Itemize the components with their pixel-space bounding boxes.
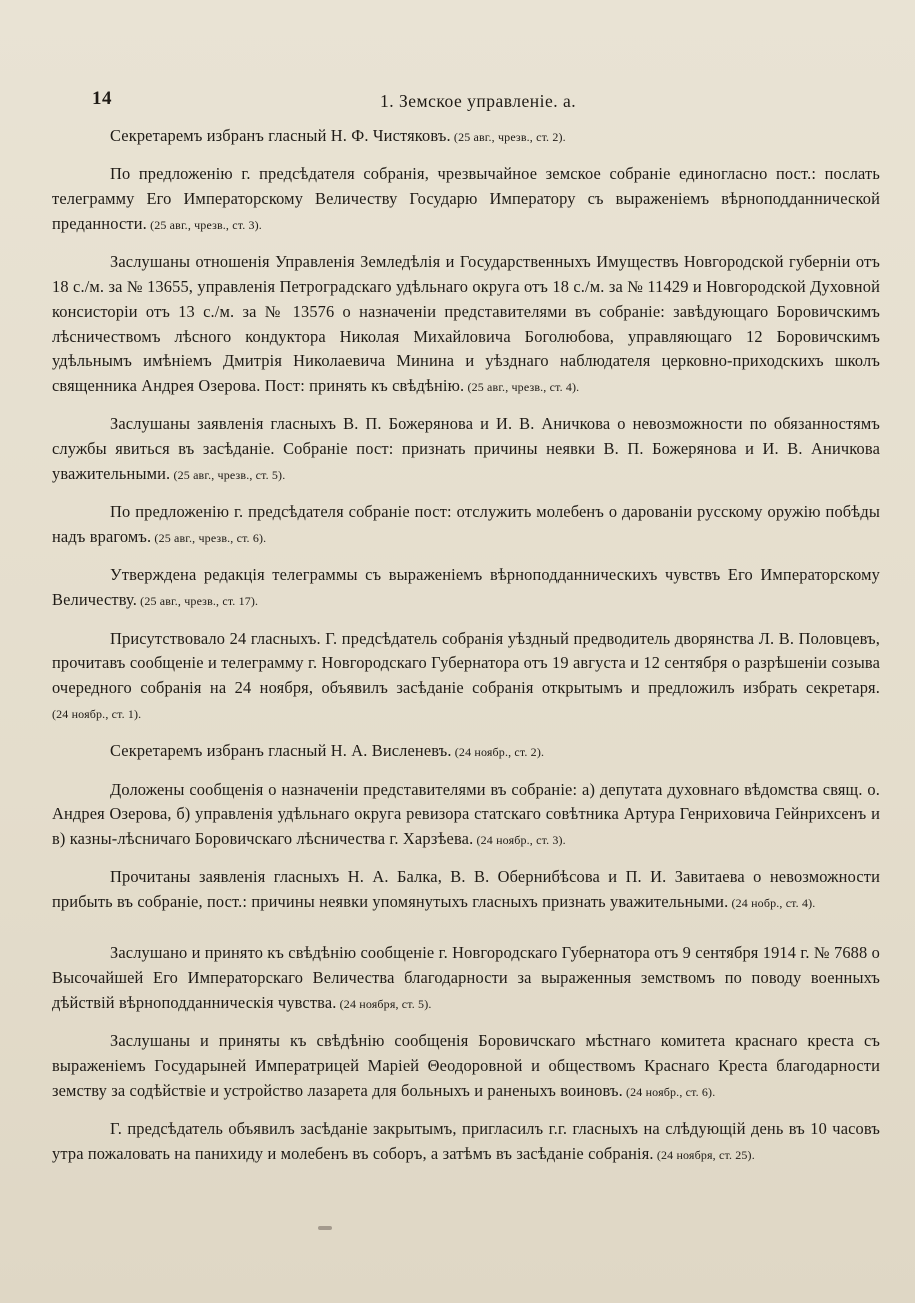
session-reference: (24 ноября, ст. 5). (339, 996, 432, 1011)
paragraph-text: Доложены сообщенія о назначеніи представителями въ собраніе: а) депутата духовнаго вѣдомства свящ. о. Андрея Озерова, б) управленія удѣльнаго округа ревизора статскаго совѣтника Артура Генриховича Гейнрихсенъ и в) казны-лѣсничаго Боровичскаго лѣсничества г. Харзѣева. (52, 779, 880, 849)
paragraph-text: Заслушаны заявленія гласныхъ В. П. Божерянова и И. В. Аничкова о невозможности по обязанностямъ службы явиться въ засѣданіе. Собраніе пост: признать причины неявки В. П. Божерянова и И. В. Аничкова уважительными. (52, 414, 880, 484)
paragraph-1 (52, 124, 880, 150)
paragraph-text: По предложенію г. предсѣдателя собраніе пост: отслужить молебенъ о дарованіи русскому оружію побѣды надъ врагомъ. (52, 502, 880, 547)
ink-speck (318, 1226, 332, 1230)
session-reference: (24 ноябр., ст. 6). (626, 1084, 716, 1099)
running-head: 1. Земское управленіе. а. (380, 91, 577, 111)
session-reference: (25 авг., чрезв., ст. 17). (140, 594, 259, 609)
session-reference: (25 авг., чрезв., ст. 3). (150, 217, 262, 232)
session-reference: (24 ноябр., ст. 1). (52, 706, 142, 721)
session-reference: (25 авг., чрезв., ст. 4). (467, 380, 580, 395)
paragraph-5 (52, 500, 880, 551)
body-text (52, 124, 880, 1180)
paragraph-text: Прочитаны заявленія гласныхъ Н. А. Балка, В. В. Обернибѣсова и П. И. Завитаева о невозможности прибыть въ собраніе, пост.: причины неявки упомянутыхъ гласныхъ признать уважительными. (52, 867, 880, 912)
paragraph-text: По предложенію г. предсѣдателя собранія, чрезвычайное земское собраніе единогласно пост.: послать телеграмму Его Императорскому Величеству Государю Императору съ выраженіемъ вѣрноподданнической преданности. (52, 164, 880, 233)
session-reference: (24 нобр., ст. 4). (731, 896, 816, 911)
paragraph-8 (52, 739, 880, 765)
session-reference: (25 авг., чрезв., ст. 6). (154, 531, 267, 546)
paragraph-4 (52, 412, 880, 487)
paragraph-10 (52, 865, 880, 916)
paragraph-text: Заслушаны и приняты къ свѣдѣнію сообщенія Боровичскаго мѣстнаго комитета краснаго креста съ выраженіемъ Государыней Императрицей Маріей Θеодоровной и обществомъ Краснаго Креста благодарности земству за содѣйствіе и устройство лазарета для больныхъ и раненыхъ воиновъ. (52, 1030, 880, 1100)
paragraph-12 (52, 1029, 880, 1104)
paragraph-2 (52, 162, 880, 237)
paragraph-3 (52, 250, 880, 400)
session-reference: (24 ноябр., ст. 2). (454, 745, 545, 760)
session-reference: (24 ноябр., ст. 3). (476, 833, 566, 848)
paragraph-9 (52, 778, 880, 853)
session-reference: (25 авг., чрезв., ст. 5). (173, 468, 286, 483)
paragraph-11 (52, 941, 880, 1016)
paragraph-text: Присутствовало 24 гласныхъ. Г. предсѣдатель собранія уѣздный предводитель дворянства Л. В. Половцевъ, прочитавъ сообщеніе и телеграмму г. Новгородскаго Губернатора отъ 19 августа и 12 сентября о разрѣшеніи созыва очередного собранія на 24 ноября, объявилъ засѣданіе собранія открытымъ и предложилъ избрать секретаря. (52, 628, 880, 698)
paragraph-text: Г. предсѣдатель объявилъ засѣданіе закрытымъ, пригласилъ г.г. гласныхъ на слѣдующій день въ 10 часовъ утра пожаловать на панихиду и молебенъ въ соборъ, а затѣмъ въ засѣданіе собранія. (52, 1118, 880, 1163)
paragraph-text: Секретаремъ избранъ гласный Н. Ф. Чистяковъ. (110, 126, 451, 145)
paragraph-text: Заслушано и принято къ свѣдѣнію сообщеніе г. Новгородскаго Губернатора отъ 9 сентября 1914 г. № 7688 о Высочайшей Его Императорскаго Величества благодарности за выраженныя земствомъ по поводу военныхъ дѣйствій вѣрноподданническія чувства. (52, 943, 880, 1012)
session-reference: (25 авг., чрезв., ст. 2). (453, 130, 566, 144)
session-reference: (24 ноября, ст. 25). (656, 1147, 755, 1162)
paragraph-text: Утверждена редакція телеграммы съ выраженіемъ вѣрноподданническихъ чувствъ Его Императорскому Величеству. (52, 565, 880, 610)
page-number: 14 (92, 88, 112, 109)
paragraph-7 (52, 627, 880, 727)
paragraph-text: Заслушаны отношенія Управленія Земледѣлія и Государственныхъ Имуществъ Новгородской губерніи отъ 18 с./м. за № 13655, управленія Петроградскаго удѣльнаго округа отъ 18 с./м. за № 11429 и Новгородской Духовной консисторіи отъ 13 с./м. за № 13576 о назначеніи представителями въ собраніе: завѣдующаго Боровичскимъ лѣсничествомъ лѣсного кондуктора Николая Михайловича Боголюбова, управляющаго 12 Боровичскимъ удѣльнымъ имѣніемъ Дмитрія Николаевича Минина и уѣзднаго наблюдателя церковно-приходскихъ школъ священника Андрея Озерова. Пост: принять къ свѣдѣнію. (52, 252, 880, 396)
paragraph-6 (52, 563, 880, 614)
paragraph-text: Секретаремъ избранъ гласный Н. А. Висленевъ. (110, 741, 452, 761)
page-header (0, 88, 915, 112)
paragraph-13 (52, 1117, 880, 1168)
